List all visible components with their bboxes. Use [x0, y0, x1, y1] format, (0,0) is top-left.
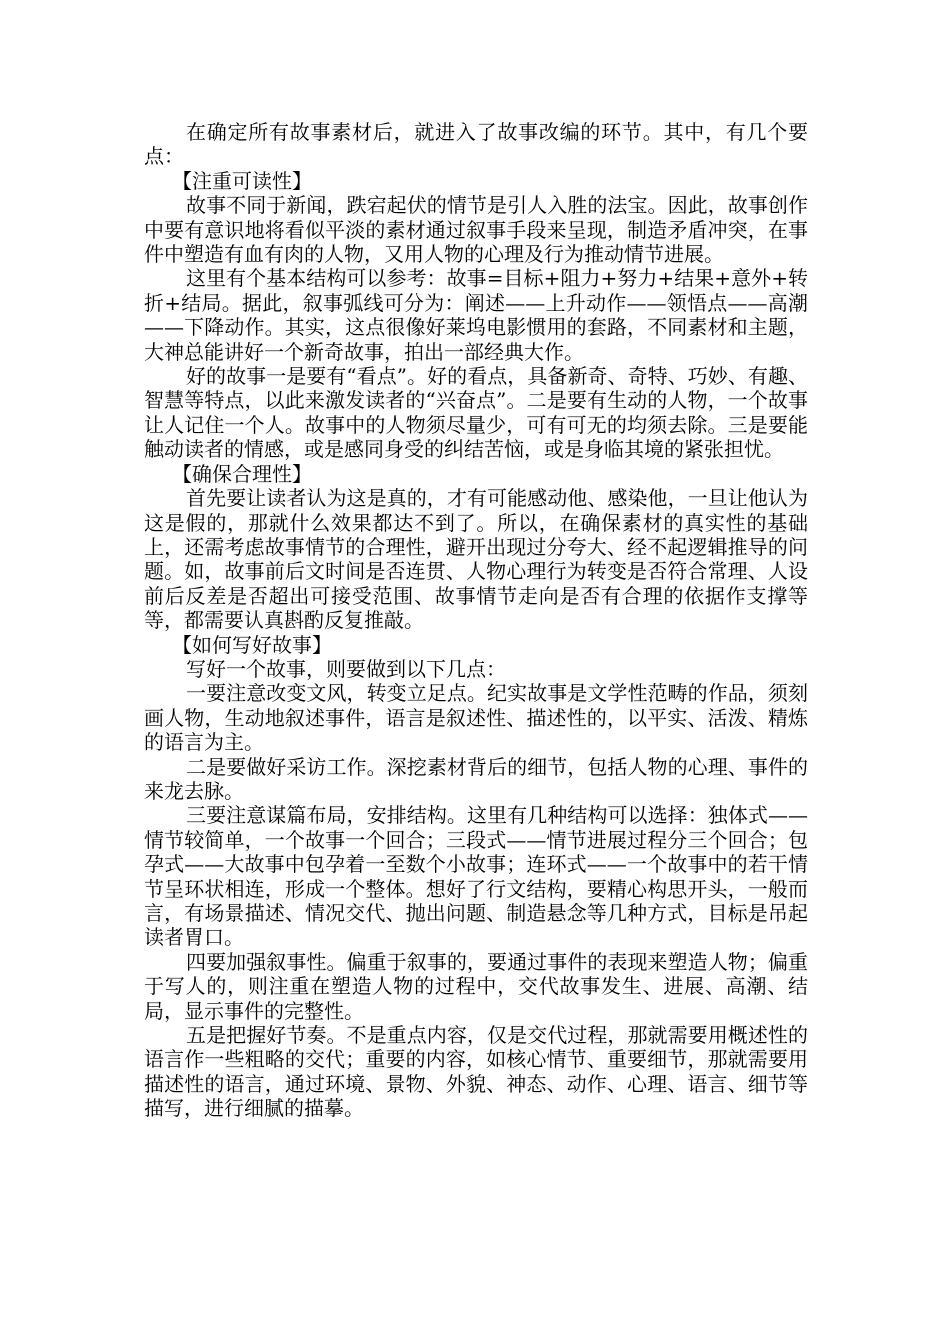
paragraph-readability-2: 这里有个基本结构可以参考：故事=目标+阻力+努力+结果+意外+转折+结局。据此，叙事弧线可分为：阐述——上升动作——领悟点——高潮——下降动作。其实，这点很像好莱坞电影惯用的套路，不同素材和主题，大神总能讲好一个新奇故事，拍出一部经典大作。 — [144, 266, 808, 364]
paragraph-point-2: 二是要做好采访工作。深挖素材背后的细节，包括人物的心理、事件的来龙去脉。 — [144, 754, 808, 803]
paragraph-readability-3: 好的故事一是要有“看点”。好的看点，具备新奇、奇特、巧妙、有趣、智慧等特点，以此来激发读者的“兴奋点”。二是要有生动的人物，一个故事让人记住一个人。故事中的人物须尽量少，可有可无的均须去除。三是要能触动读者的情感，或是感同身受的纠结苦恼，或是身临其境的紧张担忧。 — [144, 364, 808, 462]
paragraph-point-5: 五是把握好节奏。不是重点内容，仅是交代过程，那就需要用概述性的语言作一些粗略的交代；重要的内容，如核心情节、重要细节，那就需要用描述性的语言，通过环境、景物、外貌、神态、动作、心理、语言、细节等描写，进行细腻的描摹。 — [144, 1023, 808, 1121]
document-body — [144, 120, 808, 1121]
paragraph-readability-1: 故事不同于新闻，跌宕起伏的情节是引人入胜的法宝。因此，故事创作中要有意识地将看似平淡的素材通过叙事手段来呈现，制造矛盾冲突，在事件中塑造有血有肉的人物，又用人物的心理及行为推动情节进展。 — [144, 193, 808, 267]
section-heading-readability: 【注重可读性】 — [172, 168, 312, 193]
paragraph-point-4: 四要加强叙事性。偏重于叙事的，要通过事件的表现来塑造人物；偏重于写人的，则注重在塑造人物的过程中，交代故事发生、进展、高潮、结局，显示事件的完整性。 — [144, 949, 808, 1023]
paragraph-point-1: 一要注意改变文风，转变立足点。纪实故事是文学性范畴的作品，须刻画人物，生动地叙述事件，语言是叙述性、描述性的，以平实、活泼、精炼的语言为主。 — [144, 681, 808, 755]
section-heading-plausibility: 【确保合理性】 — [172, 461, 312, 486]
paragraph-plausibility-1: 首先要让读者认为这是真的，才有可能感动他、感染他，一旦让他认为这是假的，那就什么效果都达不到了。所以，在确保素材的真实性的基础上，还需考虑故事情节的合理性，避开出现过分夸大、经不起逻辑推导的问题。如，故事前后文时间是否连贯、人物心理行为转变是否符合常理、人设前后反差是否超出可接受范围、故事情节走向是否有合理的依据作支撑等等，都需要认真斟酌反复推敲。 — [144, 486, 808, 633]
paragraph-how-to-write-intro: 写好一个故事，则要做到以下几点： — [186, 656, 506, 681]
paragraph-point-3: 三要注意谋篇布局，安排结构。这里有几种结构可以选择：独体式——情节较简单，一个故事一个回合；三段式——情节进展过程分三个回合；包孕式——大故事中包孕着一至数个小故事；连环式——一个故事中的若干情节呈环状相连，形成一个整体。想好了行文结构，要精心构思开头，一般而言，有场景描述、情况交代、抛出问题、制造悬念等几种方式，目标是吊起读者胃口。 — [144, 803, 808, 950]
section-heading-how-to-write: 【如何写好故事】 — [172, 632, 332, 657]
paragraph-intro: 在确定所有故事素材后，就进入了故事改编的环节。其中，有几个要点： — [144, 120, 808, 169]
